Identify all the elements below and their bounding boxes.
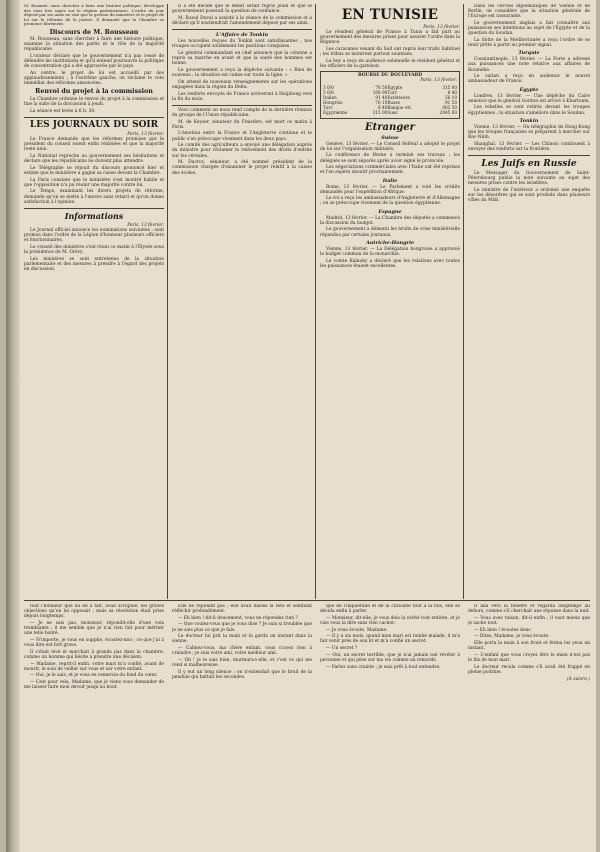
paragraph: Genève, 13 février. — Le Conseil fédéral a adopté le projet de loi sur l'organisation militaire. (320, 141, 460, 152)
bourse-row (323, 110, 457, 115)
paragraph: — Parlez sans crainte ; je suis prêt à tout entendre. (326, 664, 441, 670)
paragraph: Le sultan a reçu en audience le nouvel ambassadeur de France. (468, 74, 590, 85)
section-rule (24, 208, 164, 209)
bourse-security: Égypte (387, 84, 403, 90)
paragraph: Vienne, 13 février. — La Délégation hongroise a approuvé le budget commun de la monarchie. (320, 246, 460, 257)
paragraph: Le Messager du Gouvernement de Saint-Pétersbourg publie la note suivante au sujet des mesures prises contre les israélites. (468, 170, 590, 187)
bourse-security: 3 0/0 (323, 84, 334, 90)
bourse-security: Extérieure (387, 94, 410, 100)
paragraph: Les nouvelles reçues du Tonkin sont satisfaisantes ; nos troupes occupent solidement les positions conquises. (172, 39, 312, 50)
feuilleton-to-be-continued: (A suivre.) (566, 676, 590, 682)
binding-gutter (6, 0, 20, 852)
subhead-country: Autriche-Hongrie (365, 239, 415, 246)
paragraph: — Oui, un secret terrible, que je n'ai jamais osé révéler à personne et qui pèse sur ma vie comme un remords. (320, 652, 460, 663)
paragraph: M. de Keyser, sénateur du Finistère, est mort ce matin à Paris. (172, 119, 312, 130)
feuilleton-column-1 (24, 604, 164, 849)
paragraph: Le bey a reçu en audience solennelle le résident général et les officiers de la garnison. (320, 58, 460, 70)
dateline: Paris, 13 février. (423, 25, 460, 30)
paragraph: — Cest pour cela, Madame, que je viens vous demander de me laisser faire mon devoir jusqu'au bout. (24, 680, 164, 691)
paragraph: Elle porta la main à son front et ferma les yeux un instant. (468, 640, 590, 652)
article-intro: M. Rouanet, sans chercher à faire une histoire politique, développe des vues fort sages sur le régime parlementaire. L'ordre du jour déposé par ses amis ne vise que la gestion du ministère et le projet de loi sur la réforme de la justice. Il demande que la Chambre se prononce librement. (24, 4, 164, 26)
paragraph: Vienne, 13 février. — On télégraphie de Hong-Kong que les troupes françaises se préparent à marcher sur Bac-Ninh. (468, 124, 590, 140)
bourse-security: Russe (387, 99, 400, 105)
feuilleton-separator (24, 600, 590, 601)
paragraph: La séance est levée à 6 h. 30. (30, 108, 96, 114)
paragraph: Le gouvernement a reçu la dépêche suivante : « Rien de nouveau ; la situation est calme sur toute la ligne. » (172, 67, 312, 79)
paragraph: Le comte Kalnoky a déclaré que les relations avec toutes les puissances étaient excellentes. (320, 258, 460, 269)
paragraph: L'émotion entre la France et l'Angleterre continue et le public s'en préoccupe vivement dans les deux pays. (172, 131, 312, 142)
bourse-price: 76 10 (375, 99, 388, 105)
paragraph: — Eh bien ! écoutez donc. (474, 627, 533, 633)
paragraph: Le gouvernement a démenti les bruits de crise ministérielle répandus par certains journaux. (320, 227, 460, 238)
paragraph: Il y eut un long silence ; on n'entendait que le bruit de la pendule qui battait les secondes. (172, 669, 312, 680)
paragraph: — Oui, je le sais, et je vous en remercie du fond du cœur. (30, 673, 158, 679)
subhead-country: Tonkin (519, 117, 539, 124)
column-1 (24, 4, 164, 599)
bourse-price: 2045 00 (439, 109, 457, 115)
paragraph: — L'enfant que vous croyez être le mien n'est pas le fils de mon mari. (468, 652, 590, 663)
paragraph: Les ministres se sont entretenus de la situation parlementaire et des mesures à prendre à l'égard des projets en discussion. (24, 256, 164, 273)
bourse-price: 78 50 (375, 84, 388, 90)
paragraph: que de l'inquiétude et de la curiosité tout à la fois, elle se décida enfin à parler. (320, 604, 460, 615)
paragraph: — Que voulez-vous que je vous dise ? Je suis si troublée que je ne sais plus ce que je fais. (172, 622, 312, 633)
paragraph: — Il y a six mois, quand mon mari est tombé malade, il m'a fait venir près de son lit et m'a confié un secret. (320, 634, 460, 645)
bourse-price: 315 00 (372, 109, 388, 115)
dateline: Paris, 13 février. (127, 131, 164, 137)
paragraph: Rome, 13 février. — Le Parlement a voté les crédits demandés pour l'expédition d'Afrique. (320, 184, 460, 195)
paragraph: La flotte de la Méditerranée a reçu l'ordre de se tenir prête à partir au premier signal. (468, 37, 590, 49)
bourse-price: 91 40 (375, 94, 388, 100)
bourse-price: 8 40 (378, 104, 388, 110)
paragraph: Voici comment on nous rend compte de la dernière réunion du groupe de l'Union républicaine. (172, 107, 312, 118)
paragraph: Le comité des agriculteurs a envoyé une délégation auprès du ministre pour réclamer le relèvement des droits d'entrée sur les céréales. (172, 143, 312, 159)
paragraph: — Vous avez raison, dit-il enfin ; il vaut mieux que je sache tout. (468, 615, 590, 626)
paragraph: Les rebelles se sont retirés devant les troupes égyptiennes ; la situation s'améliore dans le Soudan. (468, 105, 590, 116)
headline-informations: Informations (64, 210, 124, 221)
bourse-security: Italien (323, 94, 337, 100)
section-rule (468, 155, 590, 156)
bourse-security: Suez (387, 109, 398, 115)
paragraph: Le roi a reçu les ambassadeurs d'Angleterre et d'Allemagne ; on se préoccupe vivement de la question égyptienne. (320, 196, 460, 207)
paragraph: Shanghaï, 13 février. — Les Chinois continuent à envoyer des renforts sur la frontière. (468, 141, 590, 152)
paragraph: Londres, 13 février. — Une dépêche du Caire annonce que le général Gordon est arrivé à Khartoum. (468, 93, 590, 104)
newspaper-page (6, 0, 596, 852)
paragraph: La conférence de Berne a terminé ses travaux ; les délégués se sont séparés après avoir signé le protocole. (320, 153, 460, 164)
paragraph: La National reproche au gouvernement ses hésitations et déclare que les républicains ne doivent plus attendre. (24, 154, 164, 165)
paragraph: Constantinople, 13 février. — La Porte a adressé aux puissances une note relative aux affaires de Roumélie. (468, 57, 590, 73)
headline-etranger: Etranger (365, 121, 415, 133)
paragraph: M. Rousseau, sans chercher à faire une histoire politique, examine la situation des partis et le rôle de la majorité républicaine. (24, 37, 164, 53)
paragraph: — N'importe, je vous en supplie, écoutez-moi ; ce que j'ai à vous dire est fort grave. (24, 637, 164, 649)
paragraph: Au centre, le projet de loi est accueilli par des applaudissements ; à l'extrême gauche, on réclame le vote immédiat des réformes annoncées. (24, 70, 164, 87)
headline-journaux-du-soir: LES JOURNAUX DU SOIR (29, 119, 159, 130)
paragraph: — Je ne sais pas, monsieur, répondit-elle d'une voix tremblante ; il me semble que je n'ai rien fait pour mériter une telle bonté. (24, 620, 164, 637)
paragraph: L'orateur déclare que le gouvernement n'a pas cessé de défendre les institutions et qu'il entend poursuivre la politique de concentration qui a été approuvée par le pays. (24, 53, 164, 70)
paragraph: Madrid, 13 février. — La Chambre des députés a commencé la discussion du budget. (320, 215, 460, 226)
bourse-security: Hongrois (323, 99, 343, 105)
subhead-country: Italie (382, 177, 398, 184)
bourse-price: 315 00 (442, 84, 457, 90)
column-2 (172, 4, 312, 599)
paragraph: M. Raoul Duval a assisté à la séance de la commission et a déclaré qu'il soutiendrait l'amendement déposé par ses amis. (172, 15, 312, 26)
paragraph: Le Temps, examinant les divers projets de réforme, demande qu'on se mette à l'œuvre sans retard et qu'on donne satisfaction à l'opinion. (24, 189, 164, 205)
bourse-price: 108 90 (372, 89, 388, 95)
dateline: Paris, 13 février. (420, 78, 457, 84)
paragraph: — Madame, reprit-il enfin, votre mari m'a confié, avant de mourir, le soin de veiller sur vous et sur votre enfant. (24, 661, 164, 672)
paragraph: La Chambre ordonne le renvoi du projet à la commission et fixe la suite de la discussion à jeudi. (24, 96, 164, 108)
paragraph: — Calmez-vous, ma chère enfant, vous n'avez rien à craindre ; je suis votre ami, votre meilleur ami. (172, 646, 312, 657)
paragraph: Dans les cercles diplomatiques de Vienne et de Berlin, on considère que la situation générale de l'Europe est rassurante. (468, 4, 590, 20)
column-divider (167, 4, 168, 599)
subhead-country: Turquie (518, 50, 540, 57)
paragraph: M. Ducroc, sénateur, a été nommé président de la commission chargée d'examiner le projet relatif à la caisse des écoles. (172, 160, 312, 176)
subhead-country: Espagne (378, 208, 402, 215)
dateline: Paris, 13 février. (127, 222, 164, 228)
headline-affaire: L'Affaire de Tonkin (215, 32, 269, 39)
column-3 (320, 4, 460, 599)
bourse-security: Turc (323, 104, 333, 110)
section-rule (172, 105, 312, 106)
feuilleton-column-2 (172, 604, 312, 849)
column-divider (315, 4, 316, 599)
paragraph: — Je vous écoute, Madame. (326, 627, 388, 633)
bourse-table (323, 85, 457, 115)
subhead-country: Suisse (381, 134, 399, 141)
paragraph: Le France demande que les réformes promises par le président du conseil soient enfin réalisées et que la majorité reste unie. (24, 137, 164, 153)
paragraph: — Un secret ? (326, 646, 358, 652)
paragraph: Il alla vers la fenêtre et regarda longtemps au dehors, comme s'il cherchait une réponse dans la nuit. (468, 604, 590, 615)
bourse-security: Turc (387, 89, 398, 95)
bourse-price: 603 50 (442, 104, 457, 110)
paragraph: Il s'était levé et marchait à grands pas dans la chambre, comme un homme qui hésite à prendre une décision. (24, 649, 164, 660)
paragraph: Il a été décidé que le débat serait repris jeudi et que le gouvernement poserait la question de confiance. (172, 4, 312, 15)
paragraph: Le résident général de France à Tunis a fait part au gouvernement des mesures prises pour assurer l'ordre dans la Régence. (320, 30, 460, 46)
paragraph: La Paris constate que le ministère s'est montré habile et que l'opposition n'a pu réunir une majorité contre lui. (24, 177, 164, 188)
bourse-security: Égyptienne (323, 109, 348, 115)
paragraph: Le docteur lui prit la main et la garda un instant dans la sienne. (172, 634, 312, 645)
bourse-title: BOURSE DU BOULEVARD (357, 73, 423, 79)
headline-en-tunisie: EN TUNISIE (341, 7, 439, 23)
bourse-price: 8 40 (447, 89, 457, 95)
paragraph: Elle ne répondit pas ; elle avait baissé la tête et semblait réfléchir profondément. (172, 604, 312, 615)
section-rule (172, 29, 312, 30)
bourse-price: 56 10 (445, 94, 457, 100)
paragraph: Les négociations commerciales avec l'Italie ont été reprises et l'on espère aboutir prochainement. (320, 165, 460, 176)
paragraph: Le docteur recula comme s'il avait été frappé en pleine poitrine. (468, 664, 590, 675)
paragraph: — Monsieur, dit-elle, je vous dois la vérité tout entière, et je vais vous la dire sans rien cacher. (320, 615, 460, 626)
paragraph: — Eh bien ! dit-il doucement, vous ne répondez rien ? (178, 615, 298, 621)
paragraph: Le Télégraphe se réjouit du discours prononcé hier et estime que le ministère a gagné sa cause devant la Chambre. (24, 165, 164, 176)
subhead-country: Égypte (519, 86, 539, 93)
headline-renvoi: Renvoi du projet à la commission (35, 88, 153, 96)
column-divider (463, 4, 464, 599)
paragraph: Le Journal officiel annonce les nominations suivantes : sont promus dans l'ordre de la Légion d'honneur plusieurs officiers et fonctionnaires. (24, 228, 164, 244)
bourse-price: 91 50 (445, 99, 457, 105)
paragraph: Le ministre de l'intérieur a ordonné une enquête sur les désordres qui se sont produits dans plusieurs villes du Midi. (468, 187, 590, 204)
bourse-box (320, 71, 460, 118)
paragraph: Le gouvernement anglais a fait connaître aux puissances ses intentions au sujet de l'Égypte et de la question du Soudan. (468, 20, 590, 37)
paragraph: tout l'honneur que lui en a fait, avait scrupule, les graves objections qu'on lui opposait ; mais sa résolution était prise depuis longtemps. (24, 604, 164, 620)
paragraph: Les caravanes venant du Sud ont repris leur trafic habituel ; les tribus se montrent partout soumises. (320, 47, 460, 58)
bourse-security: Banque ott. (387, 104, 413, 110)
paragraph: Les renforts envoyés de France arriveront à Haïphong vers la fin du mois. (172, 91, 312, 102)
paragraph: — Dites, Madame, je vous écoute. (474, 634, 550, 640)
paragraph: Le général commandant en chef annonce que la colonne a repris sa marche en avant et que la santé des hommes est bonne. (172, 50, 312, 67)
section-rule (24, 117, 164, 118)
headline-juifs-en-russie: Les Juifs en Russie (481, 158, 577, 169)
feuilleton-column-3 (320, 604, 460, 849)
feuilleton-column-4 (468, 604, 590, 849)
paragraph: Le conseil des ministres s'est réuni ce matin à l'Élysée sous la présidence de M. Grévy. (24, 245, 164, 256)
paragraph: — Oh ! je le sais bien, murmura-t-elle, et c'est ce qui me rend si malheureuse. (172, 657, 312, 669)
paragraph: On attend de nouveaux renseignements sur les opérations engagées dans la région du Delta. (172, 79, 312, 90)
column-4 (468, 4, 590, 599)
headline-discours: Discours de M. Rousseau (49, 28, 139, 36)
bourse-security: 5 0/0 (323, 89, 334, 95)
